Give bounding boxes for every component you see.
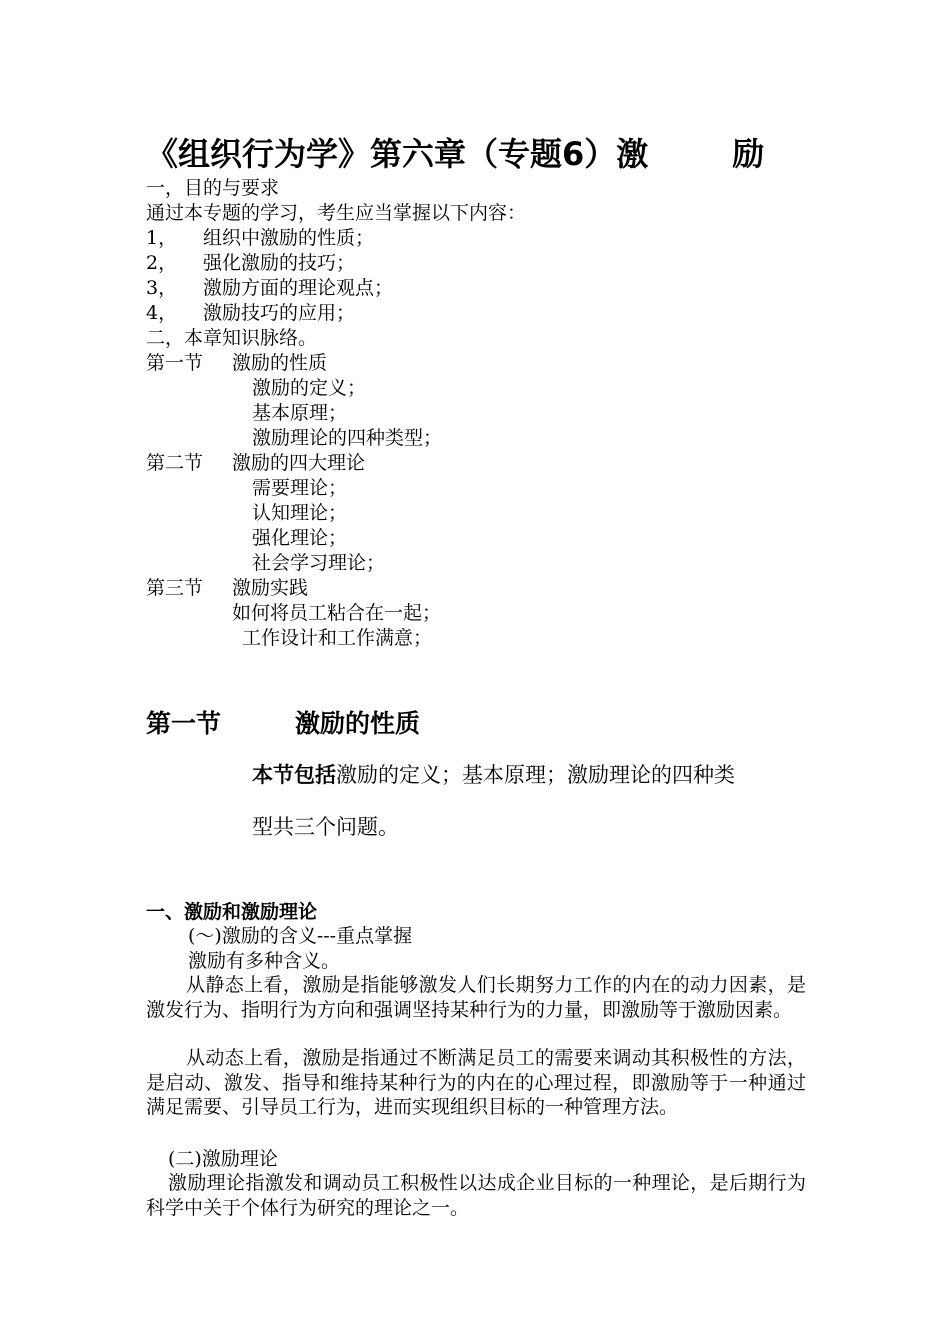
outline-section [146, 351, 327, 375]
paragraph-dynamic: 从动态上看，激励是指通过不断满足员工的需要来调动其积极性的方法，是启动、激发、指导和维持某种行为的内在的心理过程，即激励等于一种通过满足需要、引导员工行为，进而实现组织目标的一种管理方法。 [146, 1047, 806, 1118]
goal-item [146, 251, 355, 275]
subheading-meaning: (～)激励的含义---重点掌握 [188, 925, 413, 947]
outline-item: 激励的定义； [252, 377, 367, 399]
paragraph-static: 从静态上看，激励是指能够激发人们长期努力工作的内在的动力因素，是激发行为、指明行为方向和强调坚持某种行为的力量，即激励等于激励因素。 [146, 974, 806, 1021]
outline-item: 基本原理； [252, 402, 348, 424]
goal-text: 激励技巧的应用； [203, 302, 356, 324]
outline-item: 如何将员工粘合在一起； [232, 602, 442, 624]
goal-text: 组织中激励的性质； [203, 227, 375, 249]
goals-heading: 一，目的与要求 [146, 177, 280, 199]
goal-number: 1， [146, 227, 178, 249]
section-intro-bold: 本节包括 [252, 763, 336, 787]
outline-item: 需要理论； [252, 477, 348, 499]
title-end: 励 [732, 135, 765, 173]
outline-section [146, 576, 308, 600]
page-title [146, 132, 764, 176]
outline-item: 强化理论； [252, 527, 348, 549]
section-title: 激励的四大理论 [232, 452, 366, 474]
paragraph-theory: 激励理论指激发和调动员工积极性以达成企业目标的一种理论，是后期行为科学中关于个体行为研究的理论之一。 [146, 1172, 806, 1219]
section-title: 激励实践 [232, 577, 309, 599]
section-intro-text: 激励的定义；基本原理；激励理论的四种类 [336, 763, 735, 787]
goal-item [146, 276, 393, 300]
section-heading-label: 第一节 [146, 709, 222, 738]
goal-text: 激励方面的理论观点； [203, 277, 394, 299]
outline-heading: 二，本章知识脉络。 [146, 327, 318, 349]
section-label: 第二节 [146, 452, 204, 474]
outline-item: 激励理论的四种类型； [252, 427, 443, 449]
outline-item: 社会学习理论； [252, 552, 386, 574]
goal-item [146, 226, 374, 250]
outline-item: 认知理论； [252, 502, 348, 524]
section-label: 第三节 [146, 577, 204, 599]
goal-item [146, 301, 355, 325]
goal-number: 4， [146, 302, 178, 324]
section-title: 激励的性质 [232, 352, 328, 374]
title-main: 《组织行为学》第六章（专题6）激 [146, 135, 649, 173]
goal-number: 3， [146, 277, 178, 299]
outline-section [146, 451, 365, 475]
subheading-theory: (二)激励理论 [168, 1148, 278, 1170]
goal-number: 2， [146, 252, 178, 274]
section-heading [146, 706, 420, 742]
outline-item: 工作设计和工作满意； [242, 627, 433, 649]
section-intro [252, 760, 735, 790]
part-heading: 一、激励和激励理论 [146, 901, 318, 923]
section-heading-title: 激励的性质 [295, 709, 421, 738]
goal-text: 强化激励的技巧； [203, 252, 356, 274]
section-intro-continued: 型共三个问题。 [252, 815, 399, 839]
section-label: 第一节 [146, 352, 204, 374]
meaning-lead: 激励有多种含义。 [188, 950, 341, 972]
goals-lead: 通过本专题的学习，考生应当掌握以下内容： [146, 202, 527, 224]
